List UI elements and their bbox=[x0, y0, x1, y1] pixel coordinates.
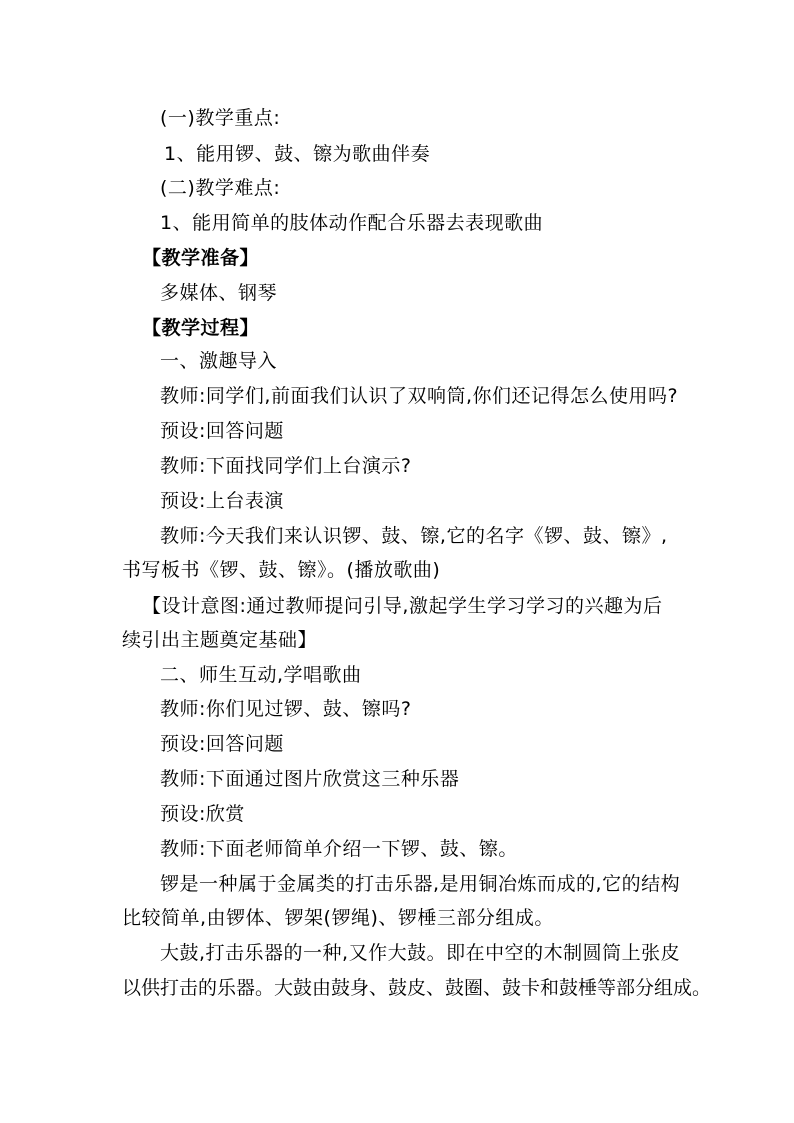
paragraph-line: 教师:同学们,前面我们认识了双响筒,你们还记得怎么使用吗? bbox=[160, 385, 679, 407]
step-one-heading: 一、激趣导入 bbox=[160, 350, 278, 372]
paragraph-line: 教师:下面通过图片欣赏这三种乐器 bbox=[160, 768, 460, 790]
paragraph-line: 预设:回答问题 bbox=[160, 733, 284, 755]
preparation-materials: 多媒体、钢琴 bbox=[160, 282, 278, 304]
key-point-item: 1、能用锣、鼓、镲为歌曲伴奏 bbox=[164, 143, 431, 165]
paragraph-line: 教师:今天我们来认识锣、鼓、镲,它的名字《锣、鼓、镲》, bbox=[160, 525, 668, 547]
paragraph-line: 大鼓,打击乐器的一种,又作大鼓。即在中空的木制圆筒上张皮 bbox=[160, 942, 681, 964]
paragraph-line: 预设:回答问题 bbox=[160, 420, 284, 442]
paragraph-line: 教师:你们见过锣、鼓、镲吗? bbox=[160, 698, 412, 720]
paragraph-line: 锣是一种属于金属类的打击乐器,是用铜冶炼而成的,它的结构 bbox=[160, 873, 681, 895]
difficulty-item: 1、能用简单的肢体动作配合乐器去表现歌曲 bbox=[160, 212, 544, 234]
paragraph-line: 教师:下面老师简单介绍一下锣、鼓、镲。 bbox=[160, 838, 518, 860]
design-intent-line: 【设计意图:通过教师提问引导,激起学生学习学习的兴趣为后 bbox=[142, 595, 663, 617]
paragraph-line: 比较简单,由锣体、锣架(锣绳)、锣棰三部分组成。 bbox=[122, 907, 554, 929]
design-intent-line: 续引出主题奠定基础】 bbox=[122, 629, 318, 651]
paragraph-line: 教师:下面找同学们上台演示? bbox=[160, 455, 412, 477]
step-two-heading: 二、师生互动,学唱歌曲 bbox=[160, 664, 362, 686]
heading-teaching-preparation: 【教学准备】 bbox=[142, 247, 260, 269]
paragraph-line: 预设:上台表演 bbox=[160, 490, 284, 512]
heading-teaching-process: 【教学过程】 bbox=[142, 317, 260, 339]
paragraph-line: 书写板书《锣、鼓、镲》。(播放歌曲) bbox=[122, 559, 441, 581]
paragraph-line: 预设:欣赏 bbox=[160, 803, 245, 825]
paragraph-line: 以供打击的乐器。大鼓由鼓身、鼓皮、鼓圈、鼓卡和鼓棰等部分组成。 bbox=[122, 977, 712, 999]
section-heading-key-points: (一)教学重点: bbox=[160, 107, 281, 129]
section-heading-difficulties: (二)教学难点: bbox=[160, 177, 281, 199]
